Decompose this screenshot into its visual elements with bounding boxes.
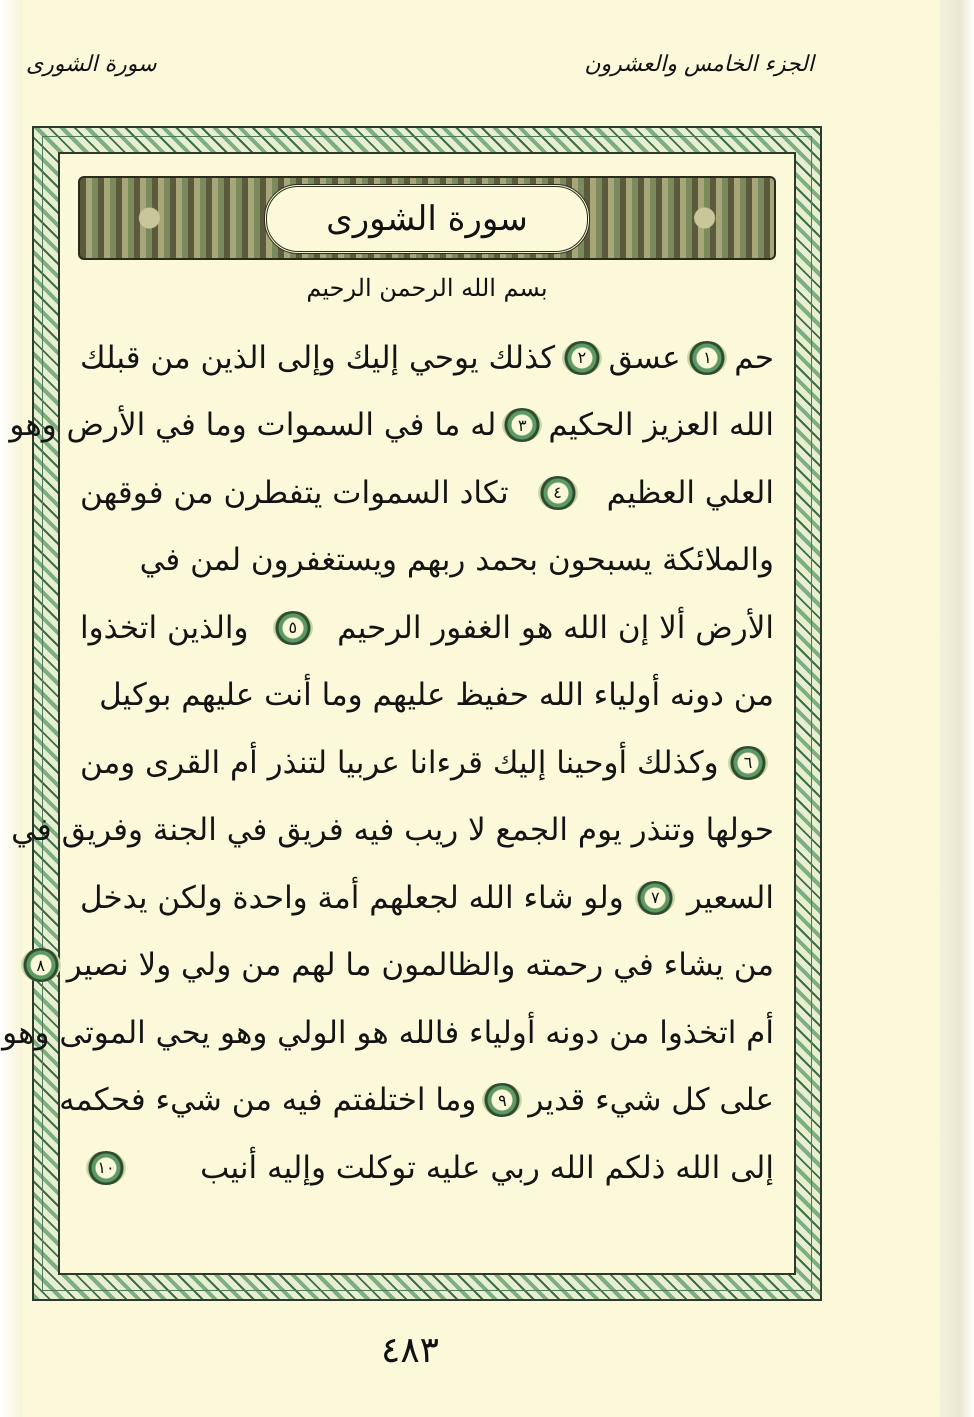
ayah-number-marker: ٥ [273, 611, 313, 645]
verse-text: حولها وتنذر يوم الجمع لا ريب فيه فريق في الجنة وفريق في [11, 812, 774, 849]
ayah-number-marker: ٤ [538, 476, 578, 510]
verse-text: حم [734, 339, 774, 376]
ornate-page-frame [2, 126, 822, 1301]
verse-line [80, 1134, 774, 1202]
verse-text: من دونه أولياء الله حفيظ عليهم وما أنت عليهم بوكيل [99, 677, 774, 714]
surah-title-banner [78, 176, 776, 260]
verse-text: له ما في السموات وما في الأرض وهو [9, 407, 497, 444]
verse-text: ولو شاء الله لجعلهم أمة واحدة ولكن يدخل [80, 879, 624, 916]
verse-line [80, 459, 774, 527]
verse-line [2, 999, 774, 1067]
verse-text: إلى الله ذلكم الله ربي عليه توكلت وإليه أنيب [200, 1149, 774, 1186]
verse-text: السعير [686, 879, 774, 916]
ayah-number-marker: ٣ [502, 408, 542, 442]
verse-line [80, 729, 774, 797]
verse-line [80, 527, 774, 595]
verse-text: الله العزيز الحكيم [548, 407, 774, 444]
verse-text: والملائكة يسبحون بحمد ربهم ويستغفرون لمن في [139, 542, 774, 579]
verse-line [80, 662, 774, 730]
verse-line [11, 797, 774, 865]
verse-text: والذين اتخذوا [80, 609, 249, 646]
verse-text: الأرض ألا إن الله هو الغفور الرحيم [337, 609, 774, 646]
page-number: ٤٨٣ [380, 1330, 439, 1371]
surah-title: سورة الشورى [326, 199, 528, 239]
verse-text: عسق [608, 339, 681, 376]
ayah-number-marker: ١ [687, 341, 727, 375]
verse-line [80, 324, 774, 392]
verse-line [36, 932, 774, 1000]
verse-text: تكاد السموات يتفطرن من فوقهن [80, 474, 509, 511]
verse-text: وما اختلفتم فيه من شيء فحكمه [59, 1082, 477, 1119]
verse-text: على كل شيء قدير [528, 1082, 774, 1119]
verse-line [80, 594, 774, 662]
verse-text: أم اتخذوا من دونه أولياء فالله هو الولي وهو يحي الموتى وهو [2, 1014, 774, 1051]
ayah-number-marker: ٨ [21, 948, 61, 982]
verse-text: وكذلك أوحينا إليك قرءانا عربيا لتنذر أم القرى ومن [80, 744, 719, 781]
surah-title-cartouche [264, 184, 590, 254]
juz-header: الجزء الخامس والعشرون [584, 52, 814, 77]
ayah-number-marker: ٧ [635, 881, 675, 915]
verse-line [80, 864, 774, 932]
basmala: بسم الله الرحمن الرحيم [306, 274, 548, 302]
ayah-number-marker: ١٠ [86, 1151, 126, 1185]
frame-content [2, 152, 796, 1275]
verse-line [9, 392, 774, 460]
verses-block [2, 324, 774, 1202]
page-binding-edge [940, 0, 974, 1417]
ayah-number-marker: ٦ [728, 746, 768, 780]
surah-running-header: سورة الشورى [26, 52, 157, 77]
verse-text: كذلك يوحي إليك وإلى الذين من قبلك [80, 339, 556, 376]
page-left-margin [0, 0, 22, 1417]
ayah-number-marker: ٢ [562, 341, 602, 375]
verse-text: من يشاء في رحمته والظالمون ما لهم من ولي ولا نصير [66, 947, 774, 984]
verse-line [59, 1067, 774, 1135]
verse-text: العلي العظيم [606, 474, 774, 511]
ayah-number-marker: ٩ [482, 1083, 522, 1117]
